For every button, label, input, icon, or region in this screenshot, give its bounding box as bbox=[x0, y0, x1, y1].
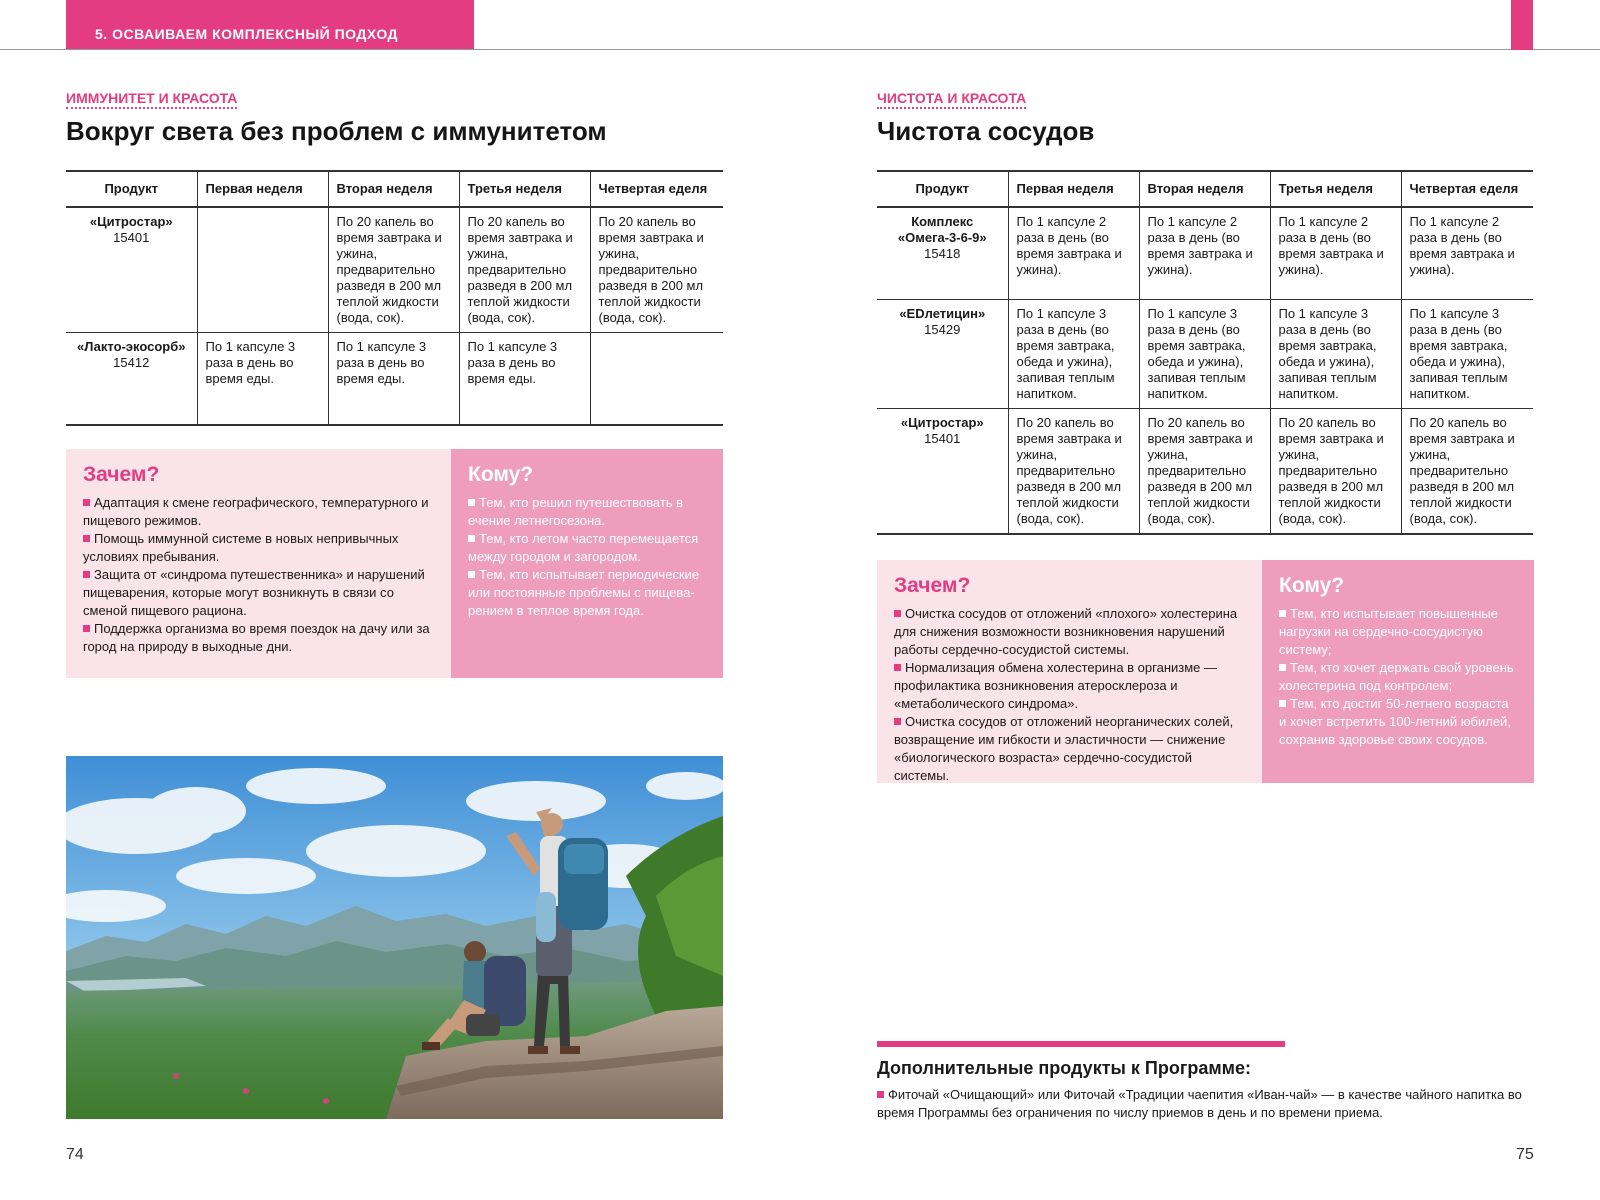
product-code: 15401 bbox=[924, 430, 961, 446]
extra-products-body: Фиточай «Очищающий» или Фиточай «Традиции чаепития «Иван-чай» — в качестве чайного напитка во время Программы без ограничения по числу приемов в день и по времени приема. bbox=[877, 1087, 1522, 1120]
dosage-cell: По 20 капель во время завтрака и ужина, предварительно разведя в 200 мл теплой жидкости (вода, сок). bbox=[590, 207, 723, 333]
table-row bbox=[877, 408, 1533, 534]
left-kicker: ИММУНИТЕТ И КРАСОТА bbox=[66, 90, 237, 109]
dosage-cell: По 1 капсуле 3 раза в день во время еды. bbox=[197, 333, 328, 425]
col-header-product: Продукт bbox=[877, 171, 1008, 207]
header-accent-block bbox=[1511, 0, 1533, 50]
col-header-week4: Четвертая еделя bbox=[590, 171, 723, 207]
list-item: Тем, кто хочет держать свой уровень холестерина под контролем; bbox=[1279, 660, 1514, 693]
bullet-square-icon bbox=[83, 499, 90, 506]
list-item: Адаптация к смене географического, температурного и пищевого режимов. bbox=[83, 495, 429, 528]
dosage-cell: По 1 капсуле 3 раза в день во время еды. bbox=[459, 333, 590, 425]
list-item: Нормализация обмена холестерина в организме — профилактика возникновения атеросклероза и «метаболического синдрома». bbox=[894, 660, 1217, 711]
bullet-square-icon bbox=[1279, 700, 1286, 707]
dosage-cell bbox=[590, 333, 723, 425]
left-why-box bbox=[66, 449, 451, 678]
dosage-cell: По 20 капель во время завтрака и ужина, предварительно разведя в 200 мл теплой жидкости (вода, сок). bbox=[1008, 408, 1139, 534]
table-row bbox=[877, 299, 1533, 408]
dosage-cell: По 1 капсуле 2 раза в день (во время завтрака и ужина). bbox=[1008, 207, 1139, 299]
list-item: Тем, кто испытывает периодические или постоянные проблемы с пищева-рением в теплое время года. bbox=[468, 567, 700, 618]
list-item: Очистка сосудов от отложений неорганических солей, возвращение им гибкости и эластичности — снижение «биологического возраста» сердечно-сосудистой системы. bbox=[894, 714, 1234, 783]
who-heading: Кому? bbox=[1279, 574, 1345, 597]
hikers-photo bbox=[66, 756, 723, 1119]
section-title: 5. ОСВАИВАЕМ КОМПЛЕКСНЫЙ ПОДХОД bbox=[95, 26, 399, 42]
dosage-cell: По 1 капсуле 2 раза в день (во время завтрака и ужина). bbox=[1270, 207, 1401, 299]
product-cell bbox=[66, 207, 197, 333]
right-page-title: Чистота сосудов bbox=[877, 116, 1095, 146]
list-item: Помощь иммунной системе в новых непривычных условиях пребывания. bbox=[83, 531, 399, 564]
bullet-square-icon bbox=[1279, 664, 1286, 671]
why-list bbox=[894, 605, 1245, 785]
col-header-week4: Четвертая еделя bbox=[1401, 171, 1533, 207]
extra-products-title: Дополнительные продукты к Программе: bbox=[877, 1058, 1251, 1078]
dosage-cell: По 1 капсуле 2 раза в день (во время завтрака и ужина). bbox=[1139, 207, 1270, 299]
bullet-square-icon bbox=[468, 499, 475, 506]
product-code: 15418 bbox=[924, 246, 961, 261]
header-rule bbox=[0, 49, 1600, 50]
product-code: 15401 bbox=[113, 230, 150, 245]
who-list bbox=[468, 494, 706, 620]
product-name: Комплекс «Омега-3-6-9» bbox=[897, 214, 987, 245]
dosage-cell: По 20 капель во время завтрака и ужина, предварительно разведя в 200 мл теплой жидкости (вода, сок). bbox=[1139, 408, 1270, 534]
why-heading: Зачем? bbox=[894, 574, 971, 597]
dosage-cell: По 1 капсуле 3 раза в день (во время завтрака, обеда и ужина), запивая теплым напитком. bbox=[1008, 299, 1139, 408]
right-kicker: ЧИСТОТА И КРАСОТА bbox=[877, 90, 1026, 109]
product-code: 15429 bbox=[924, 321, 961, 337]
dosage-cell: По 1 капсуле 2 раза в день (во время завтрака и ужина). bbox=[1401, 207, 1533, 299]
bullet-square-icon bbox=[877, 1091, 884, 1098]
product-name: «Лакто-экосорб» bbox=[76, 339, 186, 354]
left-plan-table bbox=[66, 170, 723, 426]
bullet-square-icon bbox=[83, 535, 90, 542]
left-page-number: 74 bbox=[66, 1146, 84, 1163]
table-row bbox=[66, 333, 723, 425]
col-header-week2: Вторая неделя bbox=[1139, 171, 1270, 207]
hikers-landscape-illustration bbox=[66, 756, 723, 1119]
col-header-week2: Вторая неделя bbox=[328, 171, 459, 207]
list-item: Тем, кто летом часто перемещается между городом и загородом. bbox=[468, 531, 699, 564]
bullet-square-icon bbox=[83, 571, 90, 578]
product-cell bbox=[877, 299, 1008, 408]
right-who-box bbox=[1262, 560, 1534, 783]
bullet-square-icon bbox=[894, 610, 901, 617]
list-item: Тем, кто решил путешествовать в ечение летнегосезона. bbox=[468, 495, 684, 528]
right-page-number: 75 bbox=[1516, 1146, 1534, 1163]
product-cell bbox=[66, 333, 197, 425]
product-name: «Цитростар» bbox=[89, 214, 173, 229]
who-heading: Кому? bbox=[468, 463, 534, 486]
dosage-cell: По 20 капель во время завтрака и ужина, предварительно разведя в 200 мл теплой жидкости (вода, сок). bbox=[459, 207, 590, 333]
dosage-cell: По 1 капсуле 3 раза в день (во время завтрака, обеда и ужина), запивая теплым напитком. bbox=[1401, 299, 1533, 408]
product-name: «EDлетицин» bbox=[899, 305, 986, 321]
dosage-cell: По 20 капель во время завтрака и ужина, предварительно разведя в 200 мл теплой жидкости (вода, сок). bbox=[1401, 408, 1533, 534]
dosage-cell bbox=[197, 207, 328, 333]
who-list bbox=[1279, 605, 1517, 749]
product-code: 15412 bbox=[113, 355, 150, 370]
col-header-week1: Первая неделя bbox=[197, 171, 328, 207]
dosage-cell: По 20 капель во время завтрака и ужина, предварительно разведя в 200 мл теплой жидкости (вода, сок). bbox=[1270, 408, 1401, 534]
section-header-tab bbox=[66, 0, 474, 50]
product-cell bbox=[877, 207, 1008, 299]
right-plan-table bbox=[877, 170, 1533, 535]
dosage-cell: По 1 капсуле 3 раза в день (во время завтрака, обеда и ужина), запивая теплым напитком. bbox=[1270, 299, 1401, 408]
list-item: Тем, кто испытывает повышенные нагрузки на сердечно-сосудистую систему; bbox=[1279, 606, 1498, 657]
table-row bbox=[66, 207, 723, 333]
extra-accent-bar bbox=[877, 1041, 1285, 1047]
bullet-square-icon bbox=[468, 571, 475, 578]
left-who-box bbox=[451, 449, 723, 678]
why-list bbox=[83, 494, 434, 656]
list-item: Поддержка организма во время поездок на дачу или за город на природу в выходные дни. bbox=[83, 621, 430, 654]
list-item: Тем, кто достиг 50-летнего возраста и хочет встретить 100-летний юбилей, сохранив здоровье своих сосудов. bbox=[1279, 696, 1511, 747]
left-page-title: Вокруг света без проблем с иммунитетом bbox=[66, 116, 607, 146]
bullet-square-icon bbox=[1279, 610, 1286, 617]
col-header-week3: Третья неделя bbox=[1270, 171, 1401, 207]
list-item: Защита от «синдрома путешественника» и нарушений пищеварения, которые могут возникнуть в связи со сменой пищевого рациона. bbox=[83, 567, 425, 618]
bullet-square-icon bbox=[894, 664, 901, 671]
col-header-week1: Первая неделя bbox=[1008, 171, 1139, 207]
why-heading: Зачем? bbox=[83, 463, 160, 486]
product-cell bbox=[877, 408, 1008, 534]
product-name: «Цитростар» bbox=[900, 414, 984, 430]
list-item: Очистка сосудов от отложений «плохого» холестерина для снижения возможности возникновения нарушений работы сердечно-сосудистой системы. bbox=[894, 606, 1238, 657]
table-row bbox=[877, 207, 1533, 299]
bullet-square-icon bbox=[894, 718, 901, 725]
col-header-week3: Третья неделя bbox=[459, 171, 590, 207]
dosage-cell: По 20 капель во время завтрака и ужина, предварительно разведя в 200 мл теплой жидкости (вода, сок). bbox=[328, 207, 459, 333]
dosage-cell: По 1 капсуле 3 раза в день (во время завтрака, обеда и ужина), запивая теплым напитком. bbox=[1139, 299, 1270, 408]
extra-products-text bbox=[877, 1086, 1527, 1122]
col-header-product: Продукт bbox=[66, 171, 197, 207]
dosage-cell: По 1 капсуле 3 раза в день во время еды. bbox=[328, 333, 459, 425]
right-why-box bbox=[877, 560, 1262, 783]
bullet-square-icon bbox=[468, 535, 475, 542]
bullet-square-icon bbox=[83, 625, 90, 632]
